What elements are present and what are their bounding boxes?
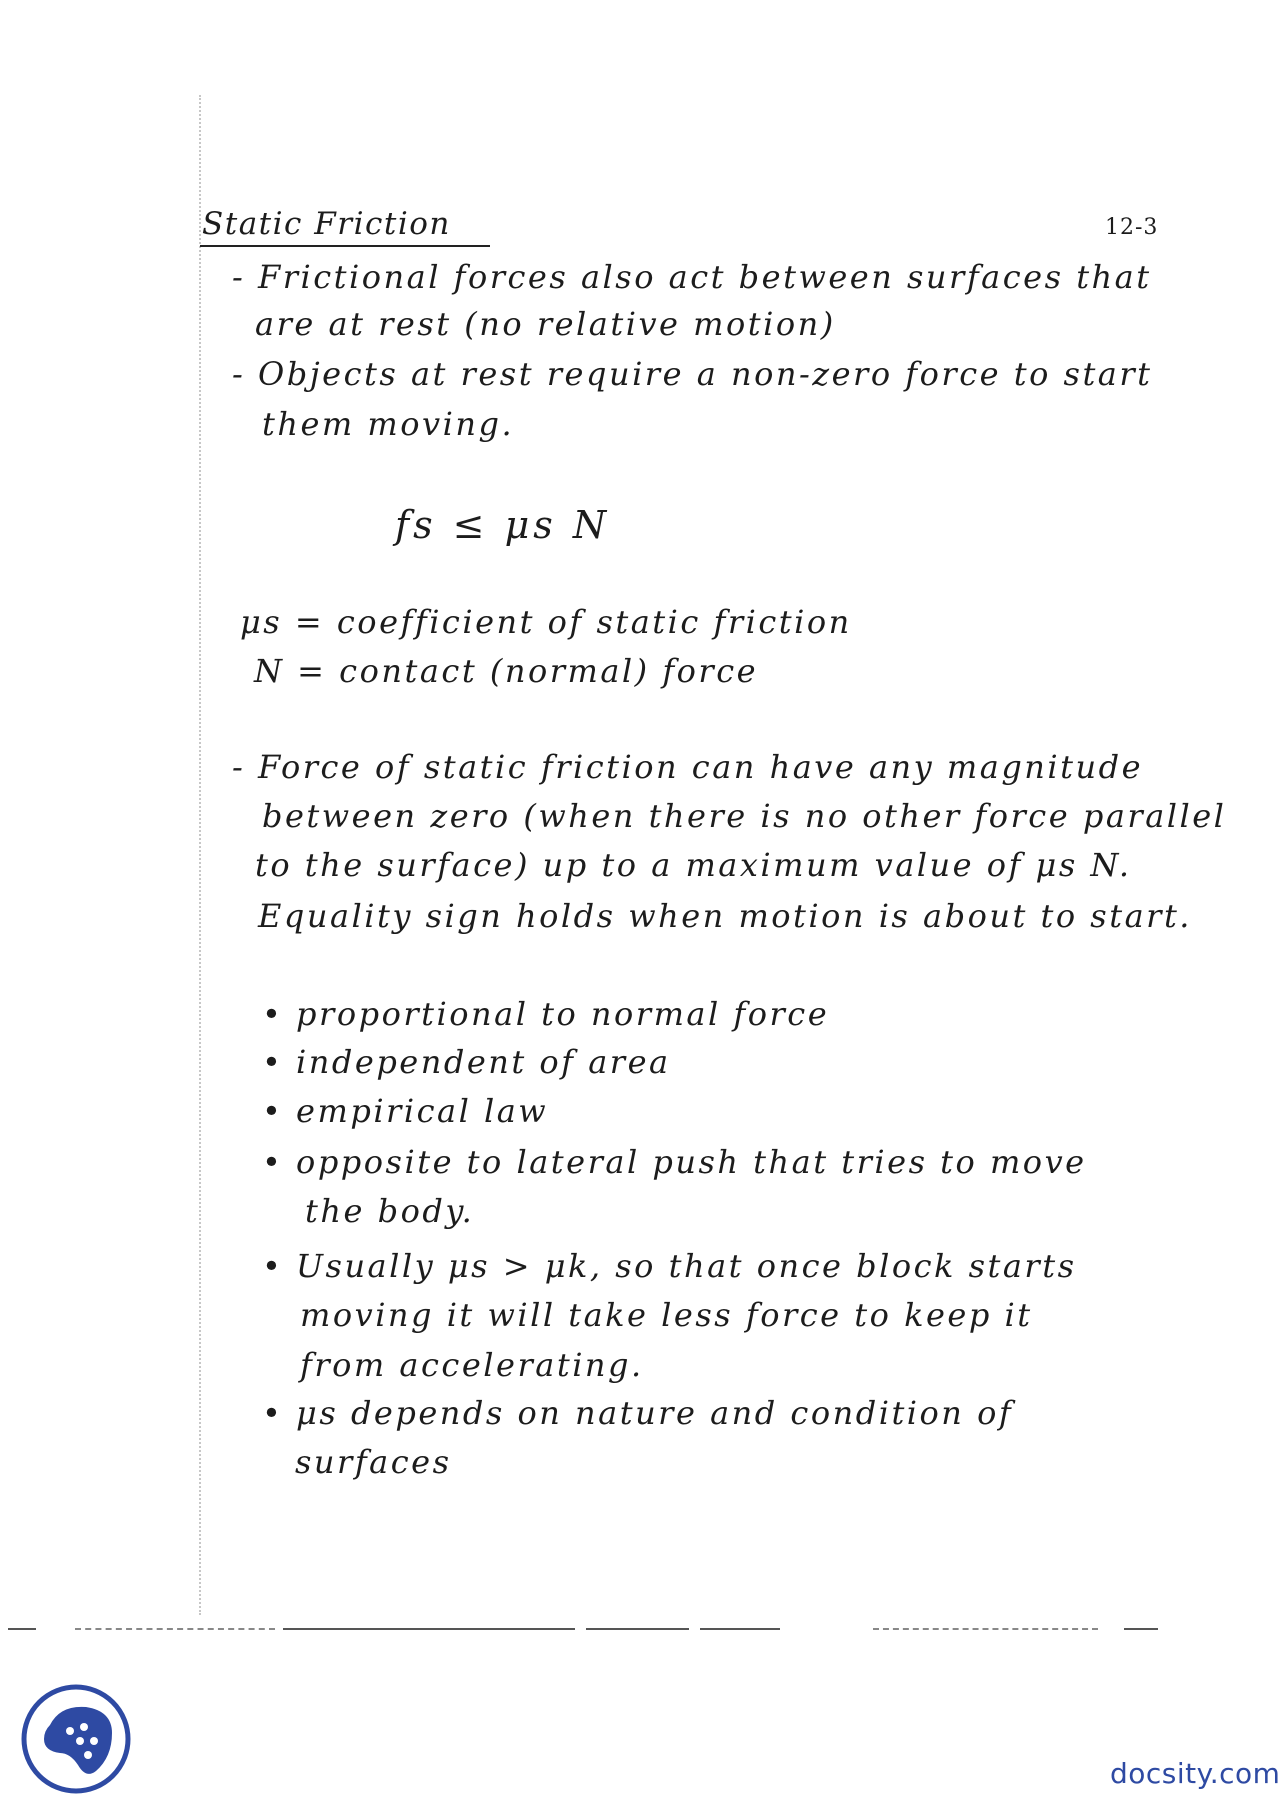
bullet-line: moving it will take less force to keep it bbox=[300, 1296, 1033, 1334]
bullet-line: • independent of area bbox=[262, 1043, 671, 1081]
bullet-line: • proportional to normal force bbox=[262, 995, 830, 1033]
margin-line bbox=[199, 95, 201, 1615]
bullet-line: • opposite to lateral push that tries to move bbox=[262, 1143, 1087, 1181]
bullet-line: surfaces bbox=[295, 1443, 452, 1481]
title-underline bbox=[200, 245, 490, 247]
paragraph-line: Equality sign holds when motion is about to start. bbox=[258, 897, 1192, 935]
docsity-brand-link[interactable]: docsity.com bbox=[1110, 1757, 1280, 1790]
paragraph-line: between zero (when there is no other force parallel bbox=[262, 797, 1227, 835]
page-edge-rule bbox=[700, 1628, 780, 1630]
paragraph-line: to the surface) up to a maximum value of μs N. bbox=[255, 846, 1132, 884]
page-edge-rule bbox=[586, 1628, 689, 1630]
bullet-line: the body. bbox=[305, 1192, 475, 1230]
formula-rhs: μs N bbox=[504, 503, 611, 547]
page-edge-rule bbox=[8, 1628, 36, 1630]
bullet-line: • Usually μs > μk, so that once block starts bbox=[262, 1247, 1077, 1285]
bullet-line: from accelerating. bbox=[300, 1346, 644, 1384]
note-title: Static Friction bbox=[202, 206, 451, 242]
page-edge-rule bbox=[75, 1628, 275, 1630]
docsity-logo-icon bbox=[20, 1683, 132, 1795]
formula-lhs: fs bbox=[395, 503, 437, 547]
formula-relation: ≤ bbox=[452, 503, 489, 547]
page-edge-rule bbox=[283, 1628, 575, 1630]
definition-line: μs = coefficient of static friction bbox=[240, 603, 852, 641]
intro-line: - Objects at rest require a non-zero force to start bbox=[232, 355, 1153, 393]
page-number: 12-3 bbox=[1105, 215, 1159, 240]
intro-line: them moving. bbox=[262, 405, 515, 443]
paragraph-line: - Force of static friction can have any magnitude bbox=[232, 748, 1144, 786]
definition-line: N = contact (normal) force bbox=[254, 652, 759, 690]
bullet-line: • empirical law bbox=[262, 1092, 549, 1130]
intro-line: - Frictional forces also act between surfaces that bbox=[232, 258, 1152, 296]
intro-line: are at rest (no relative motion) bbox=[255, 305, 836, 343]
page-edge-rule bbox=[873, 1628, 1098, 1630]
page-edge-rule bbox=[1124, 1628, 1158, 1630]
friction-inequality bbox=[395, 503, 610, 547]
bullet-line: • μs depends on nature and condition of bbox=[262, 1394, 1014, 1432]
